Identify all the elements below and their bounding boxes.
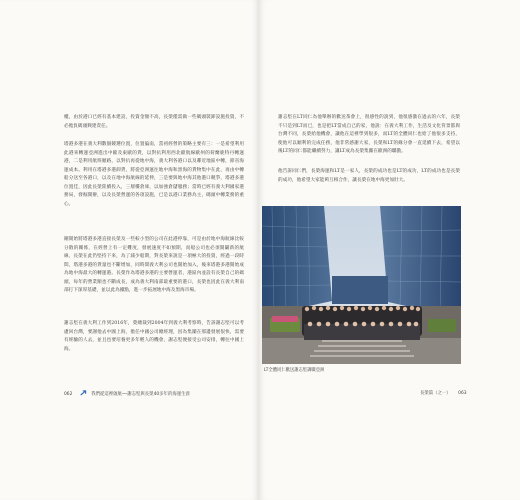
office-building-photo	[262, 206, 461, 364]
left-paragraph-1: 權，由於港口已經有基本建設，投資金額不高，長榮僅需做一些碼頭裝卸設施投資，不必擔負碼頭興建責任。	[64, 115, 244, 129]
left-paragraph-4: 謝志堅在義大利工作到2016年，榮總裁到2004年到義大利考察時，告訴謝志堅可以考慮回台灣，要謝他去中國上海，擔任中國公司總經理，因為集團在那邊發展很快，需要有經驗的人去，並且也要培養更多年輕人的機會，謝志堅便接受公司安排，轉往中國上海。	[64, 321, 244, 352]
left-book-title: 我們從這裡啟航──謝志堅與長榮40多年的海運生涯	[91, 392, 190, 397]
left-paragraph-3: 剛開始將塔港多港直接長榮及一些較小型的公司在此港停靠，可是由於地中海航線比較分散的關係，在經營上有一定難度，發展速度不如預期，而船公司也必須開闢新的航線，長榮在此仍堅持下來，為了減少船期，對長榮來說是一項極大的投資，經過一段時間，塔港多港的貨量也不斷增加，同時間義大利公司也開始加入，後來塔港多港開始成為地中海最大的轉運港。長榮作為塔港多港的主要營運者，港區內並設有長榮自己的碼頭，每年的營業額也不斷成長，成為義大利南部最重要的港口，長榮也因此在義大利南部打下深厚基礎，並以此為據點，進一步拓展地中海及黑海市場。	[64, 237, 244, 294]
right-paragraph-1: 謝志堅在LT同仁為他舉辦的歡送茶會上，很感性的說到，他很感激在過去的六年，長榮不只是到LT而已，也是把LT當成自己的家，他說：在義大利工作，生活及文化背景都與台灣不同，長榮給他機會，讓他在這裡學到很多，而LT的全體同仁也給了他很多支持，使他可以順利的完成任務，他非常感謝大家，長榮和LT的緣分會一直延續下去，希望以後LT的同仁都能繼續努力，讓LT成為長榮集團在歐洲的驕傲。	[278, 115, 460, 155]
left-paragraph-2: 塔港多港在義大利數個競選位置，位置偏南，當初經營的策略主要有三：一是希望利用此港來轉運亞洲進出中歐及東歐的貨，以對抗利用西北歐航線歐州的荷蘭鹿特丹轉運港，二是利用航班順路，以對抗再從地中海，義大利各港口以及鄰近地區中轉，節省海運成本。利用在塔港多港卸貨，將從亞洲運往地中海和黑海的貨物集中在此，再由中轉船分送至各港口，以及在地中海航線的延伸，三是要與地中海其他港口競爭，塔港多港位置佳，因此長榮陸續投入，三層樓倉庫，以加強倉儲服務；當時已經有義大利國家港務局，發掘開辦，以及長榮營運的各項設施，已是以港口業務為主，碼頭中轉業務的重心。	[64, 142, 244, 207]
right-footer	[420, 390, 467, 396]
right-page	[259, 0, 520, 500]
left-page-number: 062	[64, 392, 73, 397]
right-section-title: 長榮篇（之一）	[420, 391, 451, 396]
photo-caption: LT全體同仁歡送謝志堅調職亞洲	[264, 368, 325, 373]
arrow-icon	[80, 390, 87, 396]
group-photo	[262, 206, 461, 364]
right-page-number: 063	[458, 391, 467, 396]
left-footer	[64, 390, 190, 397]
right-paragraph-2: 他告訴同仁們，長榮海運和LT是一家人，長榮的成功也是LT的成功，LT的成功也是長榮的成功，他希望大家能夠互相合作，讓長榮在地中海更加壯大。	[278, 169, 460, 183]
left-page	[0, 0, 259, 500]
